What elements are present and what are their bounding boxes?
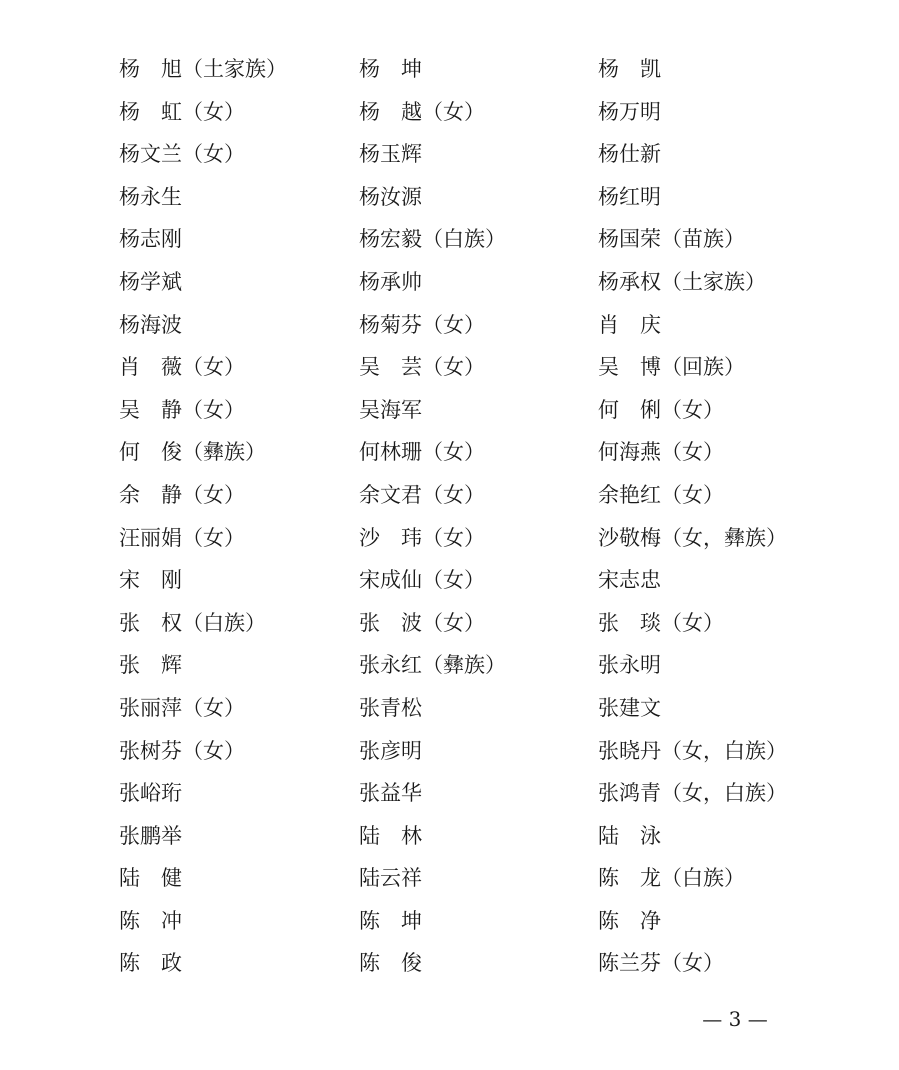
name-entry: 杨 凯 [598, 57, 661, 81]
name-entry: 杨仕新 [598, 142, 661, 167]
name-row [119, 772, 819, 815]
name-entry: 杨承权（土家族） [598, 269, 766, 294]
name-entry: 肖 庆 [598, 312, 661, 337]
name-entry: 杨宏毅（白族） [359, 227, 506, 252]
name-entry: 余文君（女） [359, 482, 485, 507]
name-entry: 杨 坤 [359, 57, 422, 81]
name-entry: 何 俐（女） [598, 397, 724, 422]
name-entry: 张丽萍（女） [119, 695, 245, 720]
name-entry: 何林珊（女） [359, 440, 485, 465]
name-row [119, 218, 819, 261]
name-entry: 张树芬（女） [119, 738, 245, 763]
name-entry: 张 权（白族） [119, 610, 266, 635]
name-row [119, 644, 819, 687]
name-entry: 何海燕（女） [598, 440, 724, 465]
name-entry: 张益华 [359, 781, 422, 806]
name-entry: 杨国荣（苗族） [598, 227, 745, 252]
name-entry: 陆 健 [119, 866, 182, 891]
name-entry: 陈 龙（白族） [598, 866, 745, 891]
name-row [119, 559, 819, 602]
name-row [119, 346, 819, 389]
name-entry: 杨志刚 [119, 227, 182, 252]
name-row [119, 261, 819, 304]
name-row [119, 48, 819, 91]
name-row [119, 176, 819, 219]
name-entry: 陆 泳 [598, 823, 661, 848]
name-entry: 杨永生 [119, 184, 182, 209]
name-entry: 张永明 [598, 653, 661, 678]
name-row [119, 91, 819, 134]
name-entry: 杨菊芬（女） [359, 312, 485, 337]
name-entry: 张 波（女） [359, 610, 485, 635]
name-entry: 张 琰（女） [598, 610, 724, 635]
name-row [119, 942, 819, 985]
name-entry: 陆 林 [359, 823, 422, 848]
name-entry: 陈 净 [598, 908, 661, 933]
name-row [119, 815, 819, 858]
name-entry: 张彦明 [359, 738, 422, 763]
name-row [119, 857, 819, 900]
name-entry: 宋志忠 [598, 568, 661, 593]
name-entry: 吴 博（回族） [598, 355, 745, 380]
name-entry: 宋 刚 [119, 568, 182, 593]
name-entry: 张晓丹（女，白族） [598, 738, 787, 763]
name-entry: 张建文 [598, 695, 661, 720]
name-entry: 张鸿青（女，白族） [598, 781, 787, 806]
name-row [119, 687, 819, 730]
name-entry: 吴 芸（女） [359, 355, 485, 380]
name-entry: 陈 政 [119, 951, 182, 976]
name-entry: 张青松 [359, 695, 422, 720]
name-entry: 汪丽娟（女） [119, 525, 245, 550]
name-entry: 张永红（彝族） [359, 653, 506, 678]
name-row [119, 602, 819, 645]
name-row [119, 474, 819, 517]
name-entry: 余艳红（女） [598, 482, 724, 507]
name-entry: 张峪珩 [119, 781, 182, 806]
name-entry: 陈 冲 [119, 908, 182, 933]
name-entry: 杨文兰（女） [119, 142, 245, 167]
name-row [119, 133, 819, 176]
name-row [119, 304, 819, 347]
name-entry: 杨汝源 [359, 184, 422, 209]
name-entry: 陈 俊 [359, 951, 422, 976]
name-entry: 张 辉 [119, 653, 182, 678]
name-row [119, 730, 819, 773]
name-entry: 杨玉辉 [359, 142, 422, 167]
name-entry: 杨红明 [598, 184, 661, 209]
name-entry: 杨学斌 [119, 269, 182, 294]
name-entry: 陈 坤 [359, 908, 422, 933]
name-row [119, 389, 819, 432]
name-list [119, 48, 819, 985]
name-entry: 陆云祥 [359, 866, 422, 891]
name-entry: 张鹏举 [119, 823, 182, 848]
name-row [119, 517, 819, 560]
name-entry: 杨万明 [598, 99, 661, 124]
name-entry: 吴 静（女） [119, 397, 245, 422]
name-entry: 沙 玮（女） [359, 525, 485, 550]
name-entry: 陈兰芬（女） [598, 951, 724, 976]
name-row [119, 900, 819, 943]
name-entry: 杨 旭（土家族） [119, 57, 287, 81]
name-entry: 沙敬梅（女，彝族） [598, 525, 787, 550]
page-number: — 3 — [702, 1007, 768, 1031]
name-entry: 何 俊（彝族） [119, 440, 266, 465]
name-entry: 吴海军 [359, 397, 422, 422]
name-row [119, 431, 819, 474]
name-entry: 肖 薇（女） [119, 355, 245, 380]
name-entry: 宋成仙（女） [359, 568, 485, 593]
name-entry: 杨承帅 [359, 269, 422, 294]
name-entry: 杨海波 [119, 312, 182, 337]
name-entry: 余 静（女） [119, 482, 245, 507]
name-entry: 杨 越（女） [359, 99, 485, 124]
name-entry: 杨 虹（女） [119, 99, 245, 124]
